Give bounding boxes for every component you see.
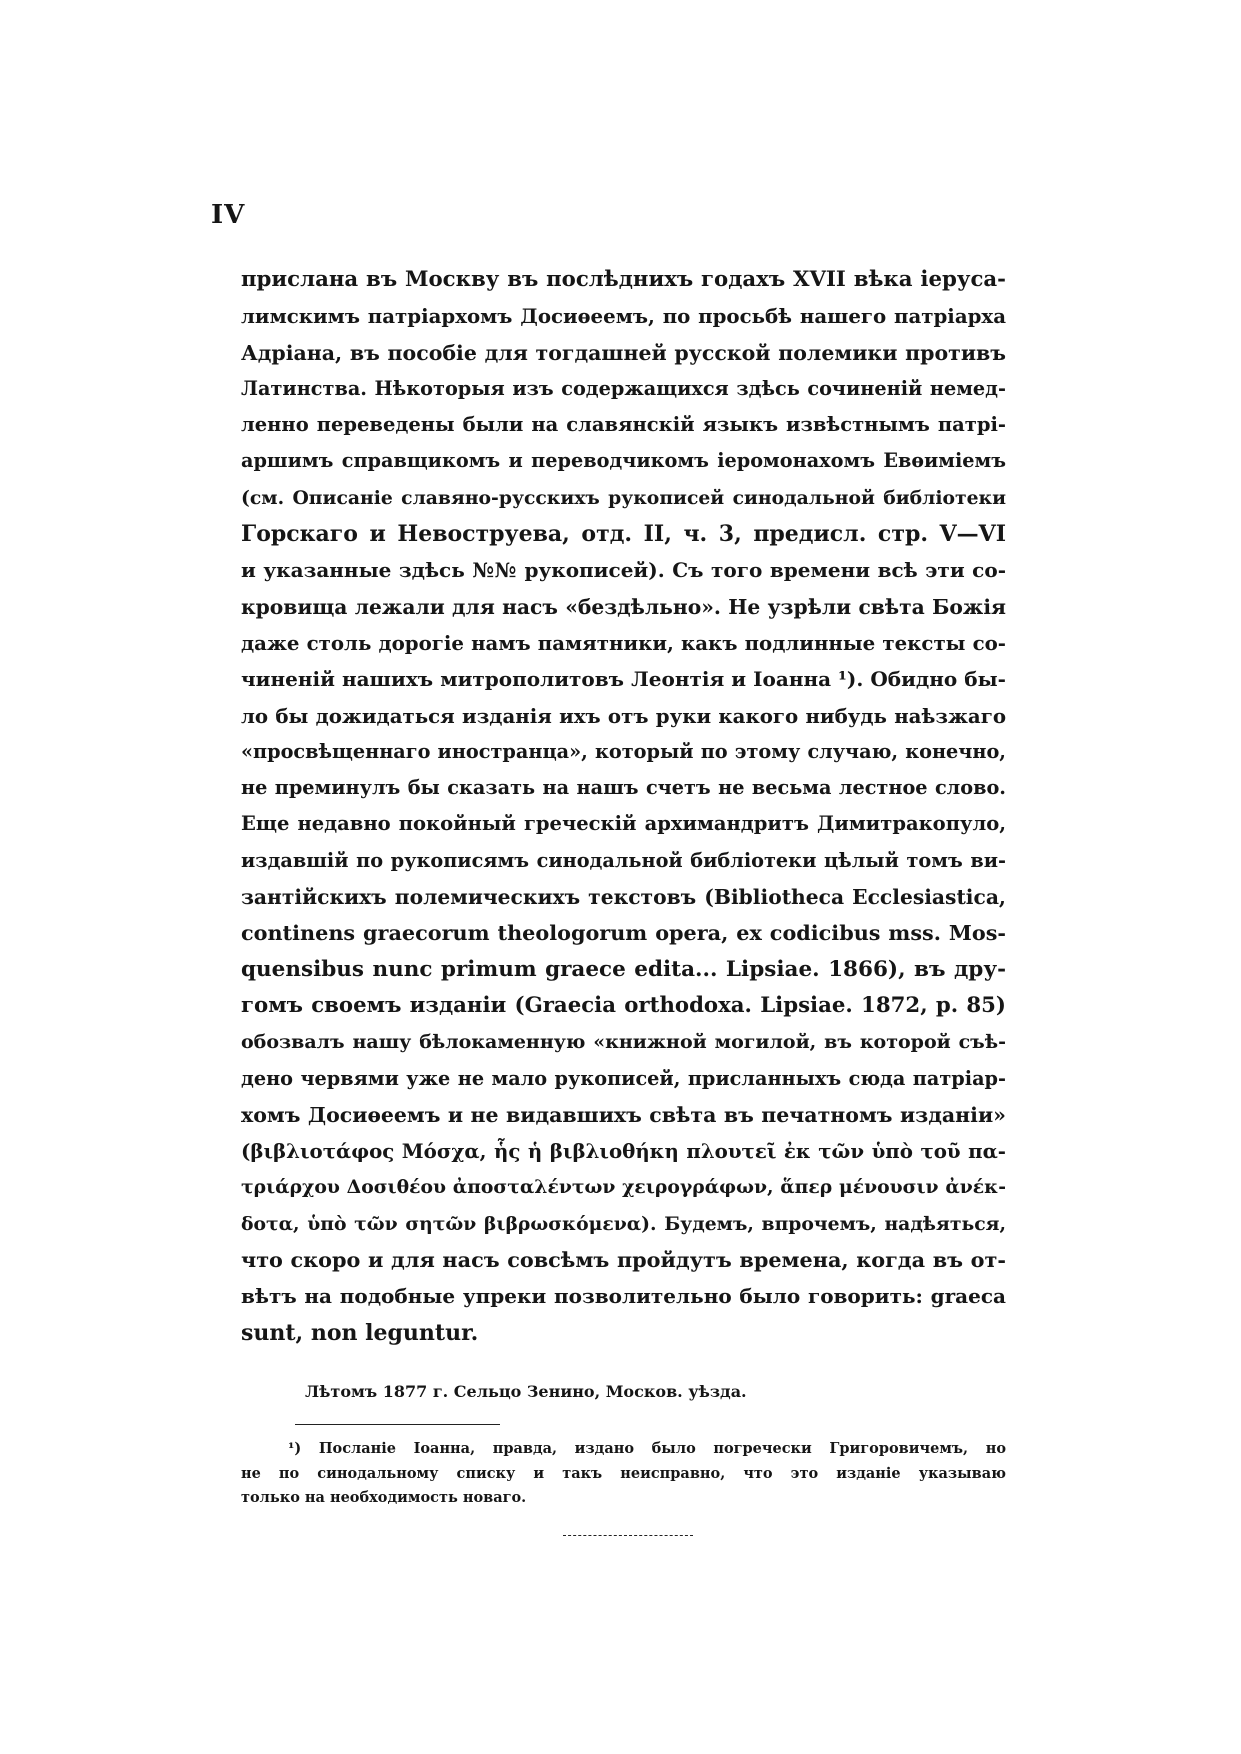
text-line: Еще недавно покойный греческій архимандритъ Димитракопуло, <box>241 812 1006 836</box>
footnote-line: не по синодальному списку и такъ неисправно, что это изданіе указываю <box>241 1464 1006 1482</box>
text-line: лимскимъ патріархомъ Досиѳеемъ, по просьбѣ нашего патріарха <box>241 304 1006 329</box>
signature-date-place: Лѣтомъ 1877 г. Сельцо Зенино, Москов. уѣзда. <box>305 1382 747 1401</box>
text-line: прислана въ Москву въ послѣднихъ годахъ XVII вѣка іеруса- <box>241 267 1006 292</box>
text-line: издавшій по рукописямъ синодальной библіотеки цѣлый томъ ви- <box>241 848 1006 872</box>
text-line: δοτα, ὑπὸ τῶν σητῶν βιβρωσκόμενα). Будемъ, впрочемъ, надѣяться, <box>241 1212 1006 1235</box>
text-line: continens graecorum theologorum opera, ex codicibus mss. Mos- <box>241 921 1006 946</box>
footnote <box>241 1437 1006 1511</box>
text-line: кровища лежали для насъ «бездѣльно». Не узрѣли свѣта Божія <box>241 594 1006 619</box>
page-number: IV <box>211 200 246 230</box>
text-line: вѣтъ на подобные упреки позволительно было говорить: graeca <box>241 1284 1006 1309</box>
footnote-line: ¹) Посланіе Іоанна, правда, издано было погречески Григоровичемъ, но <box>288 1440 1006 1457</box>
main-text <box>241 262 1006 1351</box>
text-line: обозвалъ нашу бѣлокаменную «книжной могилой, въ которой съѣ- <box>241 1031 1006 1054</box>
text-line: (см. Описаніе славяно-русскихъ рукописей синодальной библіотеки <box>241 486 1006 509</box>
text-line: что скоро и для насъ совсѣмъ пройдутъ времена, когда въ от- <box>241 1248 1006 1273</box>
text-line: sunt, non leguntur. <box>241 1319 479 1346</box>
text-line: (βιβλιοτάφος Μόσχα, ἧς ἡ βιβλιοθήκη πλουτεῖ ἐκ τῶν ὑπὸ τοῦ πα- <box>241 1139 1006 1164</box>
text-line: Латинства. Нѣкоторыя изъ содержащихся здѣсь сочиненій немед- <box>241 376 1006 400</box>
text-line: аршимъ справщикомъ и переводчикомъ іеромонахомъ Евѳиміемъ <box>241 449 1006 473</box>
text-line: ло бы дожидаться изданія ихъ отъ руки какого нибудь наѣзжаго <box>241 703 1006 728</box>
footnote-line: только на необходимость новаго. <box>241 1489 527 1506</box>
text-line: дено червями уже не мало рукописей, присланныхъ сюда патріар- <box>241 1066 1006 1090</box>
text-line: Горскаго и Невоструева, отд. II, ч. 3, предисл. стр. V—VI <box>241 521 1006 548</box>
text-line: даже столь дорогіе намъ памятники, какъ подлинные тексты со- <box>241 630 1006 655</box>
text-line: «просвѣщеннаго иностранца», который по этому случаю, конечно, <box>241 739 1006 763</box>
text-line: чиненій нашихъ митрополитовъ Леонтія и Іоанна ¹). Обидно бы- <box>241 667 1006 692</box>
end-ornament-rule <box>563 1535 693 1536</box>
text-line: гомъ своемъ изданіи (Graecia orthodoxa. Lipsiae. 1872, p. 85) <box>241 992 1006 1018</box>
text-line: τριάρχου Δοσιθέου ἀποσταλέντων χειρογράφων, ἅπερ μένουσιν ἀνέκ- <box>241 1176 1006 1199</box>
text-line: зантійскихъ полемическихъ текстовъ (Bibliotheca Ecclesiastica, <box>241 885 1006 910</box>
text-line: хомъ Досиѳеемъ и не видавшихъ свѣта въ печатномъ изданіи» <box>241 1102 1006 1127</box>
text-line: ленно переведены были на славянскій языкъ извѣстнымъ патрі- <box>241 413 1006 437</box>
text-line: quensibus nunc primum graece edita... Lipsiae. 1866), въ дру- <box>241 956 1006 982</box>
text-line: не преминулъ бы сказать на нашъ счетъ не весьма лестное слово. <box>241 776 1006 800</box>
footnote-separator <box>295 1424 500 1425</box>
text-line: Адріана, въ пособіе для тогдашней русской полемики противъ <box>241 340 1006 365</box>
text-line: и указанные здѣсь №№ рукописей). Съ того времени всѣ эти со- <box>241 558 1006 583</box>
